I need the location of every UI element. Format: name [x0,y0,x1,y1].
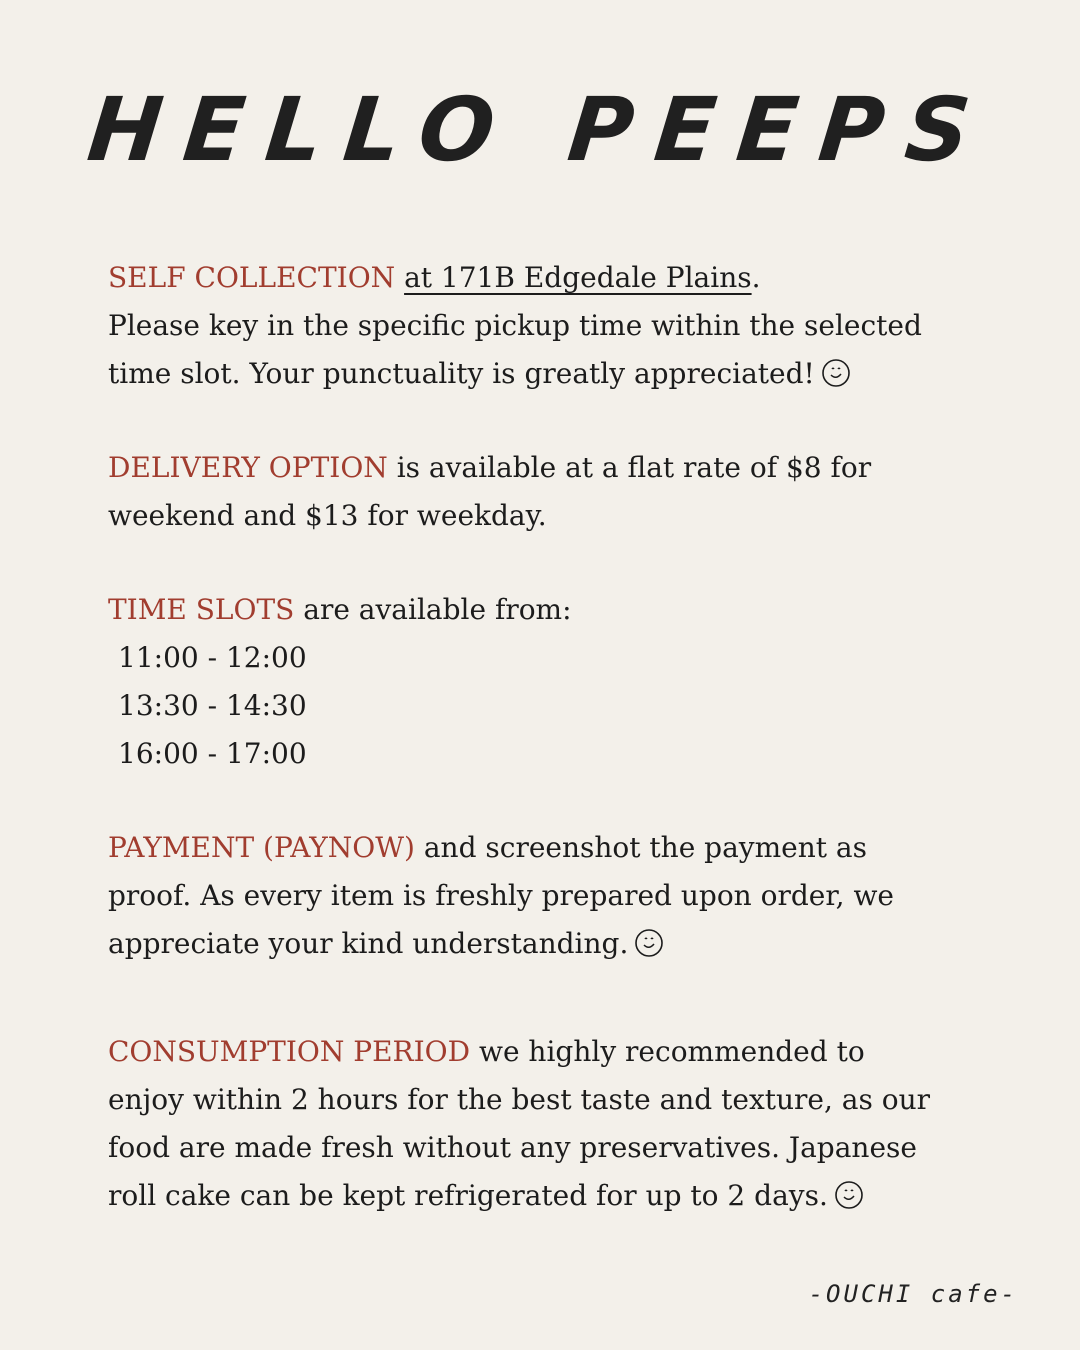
consumption-line-4-text: roll cake can be kept refrigerated for up to 2 days. [108,1179,828,1212]
self-collection-pre-link [395,261,404,294]
payment-line-3 [108,920,988,968]
self-collection-line-1 [108,254,988,302]
self-collection-section [108,254,988,398]
smiley-icon [834,1180,864,1210]
payment-line-1 [108,824,988,872]
delivery-section [108,444,988,540]
time-slot-1: 11:00 - 12:00 [118,641,307,674]
signature: -OUCHI cafe- [808,1280,1018,1308]
consumption-line-1 [108,1028,988,1076]
time-slots-section [108,586,988,778]
page-title: HELLO PEEPS [83,78,997,181]
consumption-line-3: food are made fresh without any preservatives. Japanese [108,1131,917,1164]
consumption-line-4 [108,1172,988,1220]
delivery-line-2: weekend and $13 for weekday. [108,499,547,532]
delivery-heading: DELIVERY OPTION [108,451,388,484]
time-slots-text: are available from: [294,593,572,626]
payment-text-1: and screenshot the payment as [414,831,867,864]
consumption-text-1: we highly recommended to [470,1035,865,1068]
self-collection-heading: SELF COLLECTION [108,261,396,294]
payment-heading: PAYMENT (PAYNOW) [108,831,415,864]
delivery-text-1: is available at a flat rate of $8 for [387,451,872,484]
payment-section [108,824,988,968]
time-slots-heading: TIME SLOTS [108,593,295,626]
smiley-icon [634,928,664,958]
self-collection-line-3-text: time slot. Your punctuality is greatly appreciated! [108,357,815,390]
payment-line-3-text: appreciate your kind understanding. [108,927,629,960]
self-collection-line-2: Please key in the specific pickup time within the selected [108,309,922,342]
info-content [108,254,988,1220]
address-link[interactable]: at 171B Edgedale Plains [404,261,752,294]
delivery-line-1 [108,444,988,492]
time-slot-3: 16:00 - 17:00 [118,737,307,770]
consumption-heading: CONSUMPTION PERIOD [108,1035,471,1068]
consumption-line-2: enjoy within 2 hours for the best taste and texture, as our [108,1083,931,1116]
smiley-icon [821,358,851,388]
consumption-section [108,1028,988,1220]
time-slot-2: 13:30 - 14:30 [118,689,307,722]
self-collection-post-link: . [751,261,761,294]
payment-line-2: proof. As every item is freshly prepared upon order, we [108,879,894,912]
self-collection-line-3 [108,350,988,398]
time-slots-line-1 [108,586,988,634]
